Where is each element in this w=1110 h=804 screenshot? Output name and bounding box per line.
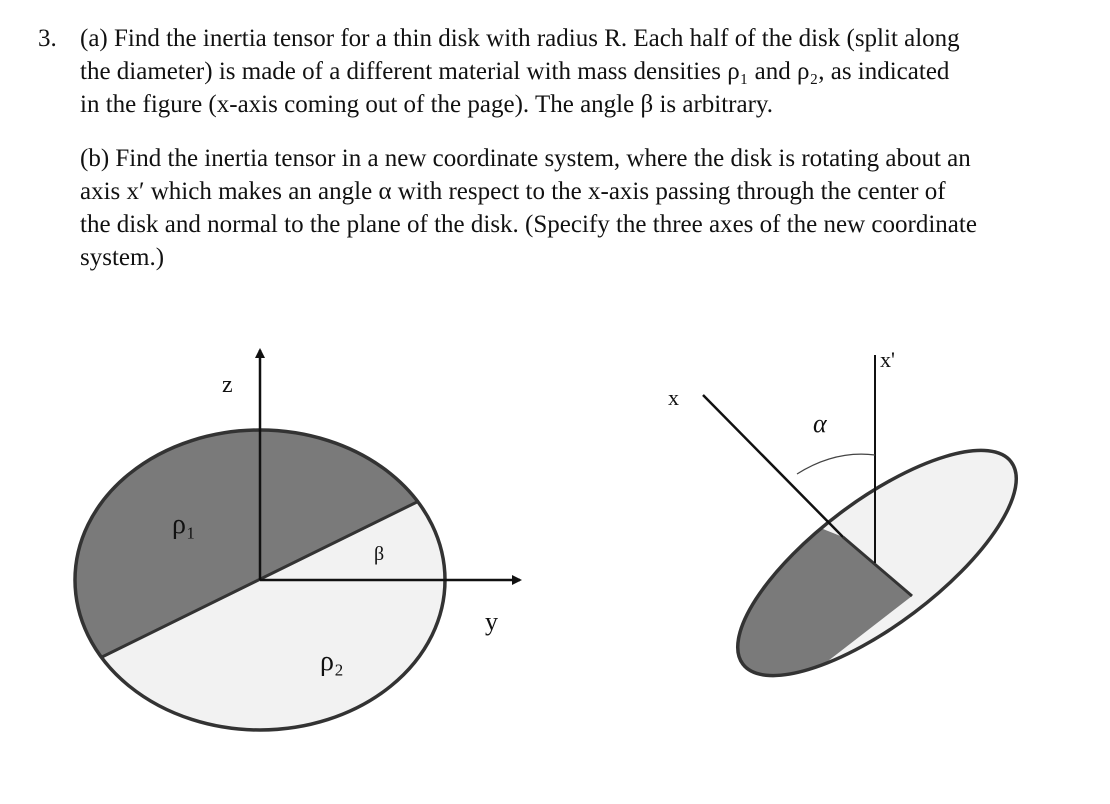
part-b-line-2: axis x′ which makes an angle α with respect to the x-axis passing through the center of: [80, 178, 946, 205]
part-b-line-3: the disk and normal to the plane of the disk. (Specify the three axes of the new coordinate: [80, 211, 977, 238]
right-disk-figure: [600, 347, 1048, 760]
rho1-label: ρ₁: [172, 509, 196, 540]
part-a-line-2: the diameter) is made of a different material with mass densities ρ₁ and ρ₂, as indicated: [80, 58, 950, 85]
part-a-line-1: (a) Find the inertia tensor for a thin disk with radius R. Each half of the disk (split along: [80, 25, 960, 52]
x-axis-label: x: [668, 385, 679, 410]
beta-angle-label: β: [374, 543, 385, 565]
alpha-angle-label: α: [813, 409, 827, 438]
y-axis-label: y: [485, 607, 498, 636]
problem-number: 3.: [38, 25, 57, 52]
left-disk-figure: [0, 350, 660, 777]
z-axis-label: z: [222, 372, 233, 398]
part-a-line-3: in the figure (x-axis coming out of the page). The angle β is arbitrary.: [80, 91, 774, 118]
xprime-axis-label: x': [880, 347, 895, 372]
rho2-label: ρ₂: [320, 646, 344, 677]
part-b-line-4: system.): [80, 244, 165, 271]
alpha-angle-arc: [797, 454, 875, 474]
part-b-line-1: (b) Find the inertia tensor in a new coordinate system, where the disk is rotating about an: [80, 145, 971, 172]
